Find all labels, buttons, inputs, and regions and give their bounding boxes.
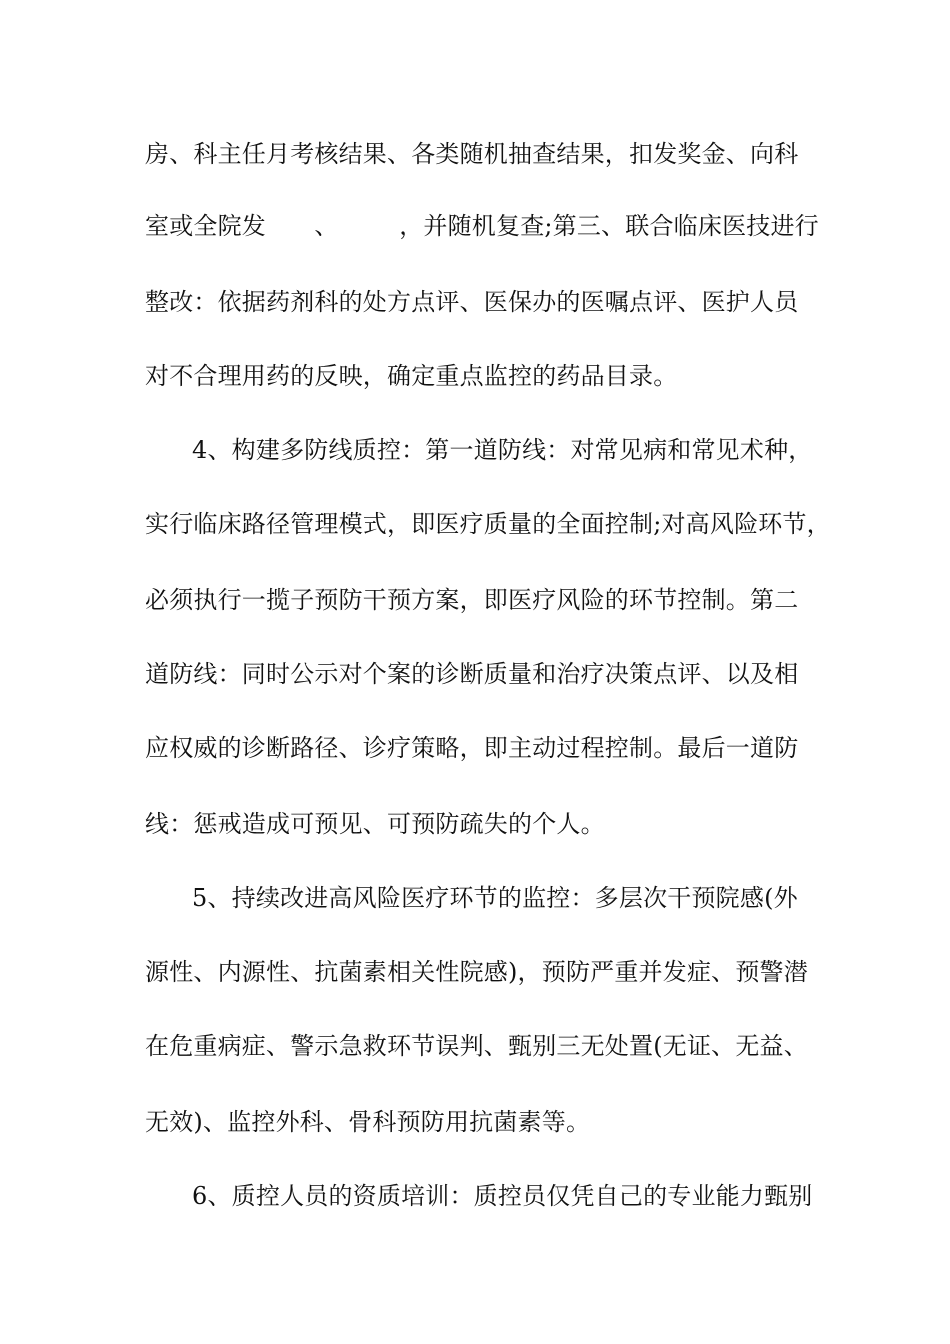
text-line: 室或全院发 、 ，并随机复查;第三、联合临床医技进行: [145, 212, 819, 240]
text-line: 在危重病症、警示急救环节误判、甄别三无处置(无证、无益、: [145, 1032, 808, 1060]
text-line: 房、科主任月考核结果、各类随机抽查结果，扣发奖金、向科: [145, 140, 799, 168]
text-line: 整改：依据药剂科的处方点评、医保办的医嘱点评、医护人员: [145, 288, 799, 316]
paragraph-6-start: 6、质控人员的资质培训：质控员仅凭自己的专业能力甄别: [192, 1182, 813, 1210]
paragraph-5-start: 5、持续改进高风险医疗环节的监控：多层次干预院感(外: [192, 884, 798, 912]
text-line: 无效)、监控外科、骨科预防用抗菌素等。: [145, 1108, 591, 1136]
text-line: 线：惩戒造成可预见、可预防疏失的个人。: [145, 810, 605, 838]
paragraph-4-start: 4、构建多防线质控：第一道防线：对常见病和常见术种，: [192, 436, 813, 464]
text-line: 对不合理用药的反映，确定重点监控的药品目录。: [145, 362, 678, 390]
text-line: 应权威的诊断路径、诊疗策略，即主动过程控制。最后一道防: [145, 734, 799, 762]
text-line: 道防线：同时公示对个案的诊断质量和治疗决策点评、以及相: [145, 660, 799, 688]
text-line: 实行临床路径管理模式，即医疗质量的全面控制;对高风险环节，: [145, 510, 831, 538]
text-line: 源性、内源性、抗菌素相关性院感)，预防严重并发症、预警潜: [145, 958, 808, 986]
text-line: 必须执行一揽子预防干预方案，即医疗风险的环节控制。第二: [145, 586, 799, 614]
